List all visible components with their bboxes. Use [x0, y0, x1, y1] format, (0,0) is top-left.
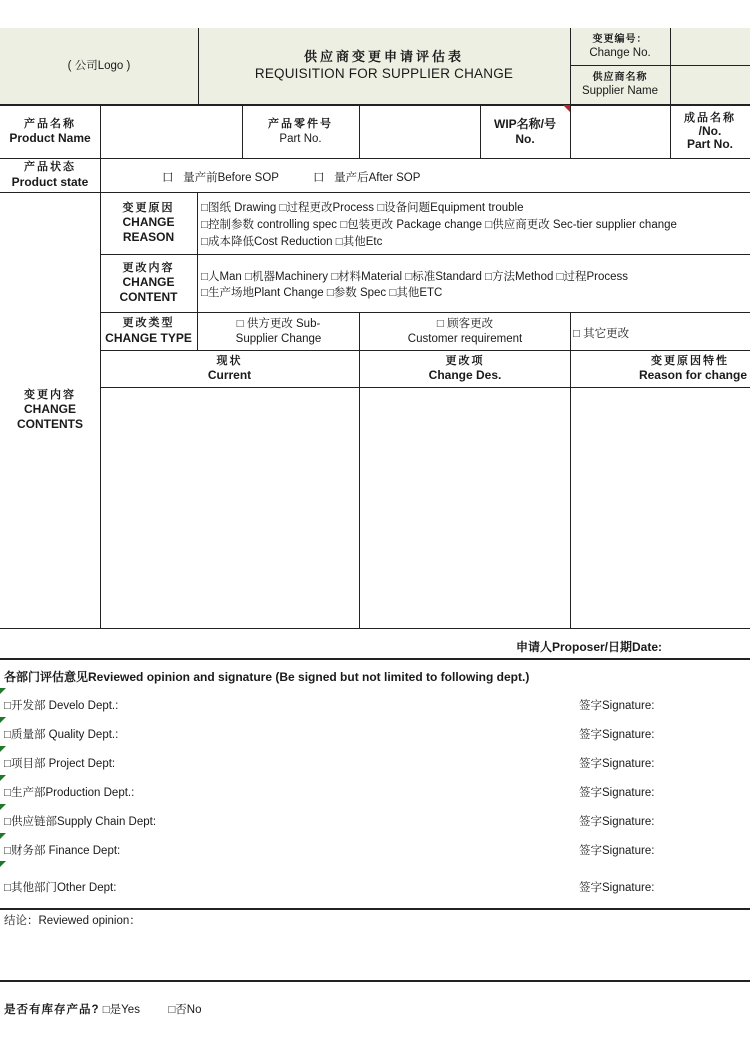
divider: [0, 980, 750, 982]
inventory-question: 是否有库存产品?: [4, 1004, 100, 1016]
signature-finance[interactable]: 签字Signature:: [579, 845, 655, 857]
finished-part-label: [670, 106, 750, 158]
customer-change-line1: □ 顾客更改: [436, 318, 494, 331]
change-contents-zh: 变更内容: [24, 388, 76, 401]
supplier-name-zh: 供应商名称: [592, 71, 648, 83]
reason-options-line-3[interactable]: □成本降低Cost Reduction □其他Etc: [201, 236, 383, 248]
after-sop-label: 量产后After SOP: [334, 172, 421, 184]
form-title: [198, 28, 570, 104]
change-reason-en1: CHANGE: [122, 215, 175, 230]
change-content-zh: 更改内容: [122, 261, 175, 274]
change-reason-en2: REASON: [122, 230, 175, 245]
dept-supply-chain[interactable]: □供应链部Supply Chain Dept:: [4, 816, 157, 828]
before-sop-label: 量产前Before SOP: [183, 172, 279, 184]
cell-marker-icon: [0, 688, 6, 694]
checkbox-after-sop[interactable]: [313, 169, 420, 185]
change-reason-zh: 变更原因: [122, 201, 175, 214]
change-contents-en2: CONTENTS: [17, 417, 83, 432]
change-contents-en1: CHANGE: [23, 402, 76, 417]
comment-flag-icon: [563, 105, 570, 112]
current-input-area[interactable]: [101, 388, 359, 628]
cell-marker-icon: [0, 746, 6, 752]
dept-production[interactable]: □生产部Production Dept.:: [4, 787, 135, 799]
change-des-input-area[interactable]: [360, 388, 570, 628]
cell-marker-icon: [0, 861, 6, 867]
divider: [0, 658, 750, 660]
signature-supply-chain[interactable]: 签字Signature:: [579, 816, 655, 828]
change-no-label: [570, 28, 670, 66]
wip-field[interactable]: [571, 106, 670, 158]
change-no-field[interactable]: [671, 28, 750, 65]
cell-marker-icon: [0, 804, 6, 810]
column-header-change-des: [360, 351, 570, 387]
product-state-zh: 产品状态: [24, 161, 76, 174]
change-des-zh: 更改项: [445, 354, 485, 367]
cell-marker-icon: [0, 775, 6, 781]
product-state-label: [0, 159, 100, 192]
column-header-reason: [571, 351, 750, 387]
customer-change-line2: Customer requirement: [407, 332, 523, 345]
content-options-line-2[interactable]: □生产场地Plant Change □参数 Spec □其他ETC: [201, 287, 443, 299]
conclusion-input-area[interactable]: [0, 928, 750, 980]
signature-production[interactable]: 签字Signature:: [579, 787, 655, 799]
checkbox-icon: 口: [313, 172, 325, 184]
change-content-en2: CONTENT: [119, 290, 178, 305]
product-name-zh: 产品名称: [24, 117, 76, 130]
change-type-supplier[interactable]: [198, 313, 359, 350]
conclusion-label: 结论：Reviewed opinion：: [4, 915, 141, 927]
change-content-en1: CHANGE: [122, 275, 175, 290]
divider: [0, 158, 750, 159]
dept-other[interactable]: □其他部门Other Dept:: [4, 882, 117, 894]
current-en: Current: [207, 368, 252, 383]
company-logo: [0, 28, 198, 104]
checkbox-icon: 口: [162, 172, 174, 184]
finished-en: Part No.: [686, 137, 733, 152]
current-zh: 现状: [216, 354, 243, 367]
supplier-name-field[interactable]: [671, 66, 750, 104]
cell-marker-icon: [0, 833, 6, 839]
change-reason-label: [100, 193, 197, 254]
change-type-label: [100, 313, 197, 350]
proposer-date-label: 申请人Proposer/日期Date:: [516, 640, 663, 654]
change-no-en: Change No.: [589, 47, 651, 60]
supplier-name-label: [570, 66, 670, 104]
finished-no: /No.: [698, 123, 722, 138]
divider: [0, 908, 750, 910]
inventory-row: [4, 1001, 202, 1017]
reason-input-area[interactable]: [571, 388, 750, 628]
change-content-label: [100, 255, 197, 312]
change-type-other[interactable]: □ 其它更改: [573, 328, 630, 340]
product-state-en: Product state: [11, 174, 89, 189]
signature-develop[interactable]: 签字Signature:: [579, 700, 655, 712]
reason-options-line-1[interactable]: □图纸 Drawing □过程更改Process □设备问题Equipment trouble: [201, 202, 524, 214]
supplier-change-line2: Supplier Change: [235, 332, 322, 345]
wip-label: [480, 106, 570, 158]
product-name-field[interactable]: [101, 106, 242, 158]
cell-marker-icon: [0, 717, 6, 723]
inventory-yes-checkbox[interactable]: □是Yes: [102, 1004, 140, 1016]
change-type-en: CHANGE TYPE: [105, 330, 192, 345]
product-name-label: [0, 106, 100, 158]
product-name-en: Product Name: [9, 131, 91, 146]
change-type-zh: 更改类型: [122, 317, 175, 330]
reason-options-line-2[interactable]: □控制参数 controlling spec □包装更改 Package change □供应商更改 Sec-tier supplier change: [201, 219, 677, 231]
column-header-current: [100, 351, 359, 387]
wip-en: No.: [515, 132, 535, 146]
checkbox-before-sop[interactable]: [162, 169, 279, 185]
wip-zh: WIP名称/号: [494, 117, 556, 131]
reason-en: Reason for change: [638, 368, 747, 383]
dept-project[interactable]: □项目部 Project Dept:: [4, 758, 116, 770]
part-no-en: Part No.: [279, 132, 322, 145]
part-no-field[interactable]: [360, 106, 480, 158]
change-contents-label: [0, 193, 100, 628]
title-zh: 供应商变更申请评估表: [303, 49, 464, 65]
finished-zh: 成品名称: [684, 111, 736, 124]
reason-zh: 变更原因特性: [651, 354, 729, 367]
divider: [100, 254, 750, 255]
supplier-change-line1: □ 供方更改 Sub-: [236, 318, 321, 331]
signature-project[interactable]: 签字Signature:: [579, 758, 655, 770]
part-no-zh: 产品零件号: [268, 117, 333, 130]
change-des-en: Change Des.: [428, 368, 502, 383]
signature-other[interactable]: 签字Signature:: [579, 882, 655, 894]
signature-quality[interactable]: 签字Signature:: [579, 729, 655, 741]
supplier-name-en: Supplier Name: [581, 85, 659, 98]
change-no-zh: 变更编号：: [592, 33, 648, 45]
part-no-label: [242, 106, 359, 158]
inventory-no-checkbox[interactable]: □否No: [168, 1004, 202, 1016]
logo-placeholder: ( 公司Logo ): [67, 59, 131, 72]
review-heading: 各部门评估意见Reviewed opinion and signature (Be signed but not limited to following dept.): [4, 670, 530, 684]
divider: [0, 628, 750, 629]
change-type-customer[interactable]: [360, 313, 570, 350]
dept-quality[interactable]: □质量部 Quality Dept.:: [4, 729, 119, 741]
content-options-line-1[interactable]: □人Man □机器Machinery □材料Material □标准Standard □方法Method □过程Process: [201, 271, 629, 283]
dept-finance[interactable]: □财务部 Finance Dept:: [4, 845, 121, 857]
dept-develop[interactable]: □开发部 Develo Dept.:: [4, 700, 119, 712]
title-en: REQUISITION FOR SUPPLIER CHANGE: [254, 65, 514, 81]
